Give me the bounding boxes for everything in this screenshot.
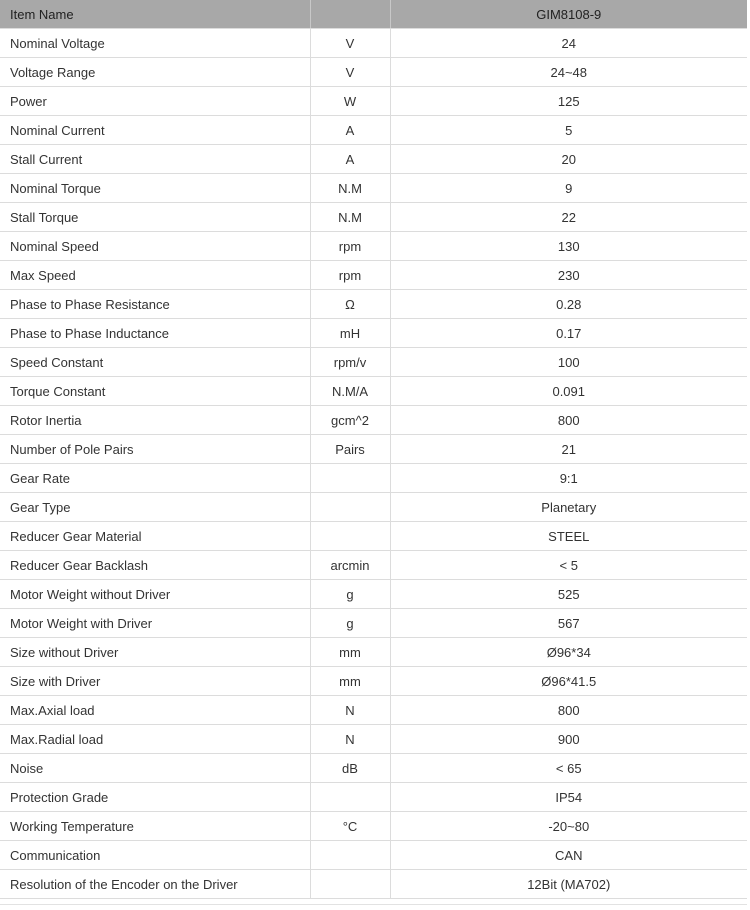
table-row: [0, 638, 747, 667]
row-item-name: Speed Constant: [0, 348, 310, 377]
row-value: < 65: [390, 754, 747, 783]
table-row: [0, 377, 747, 406]
table-row: [0, 261, 747, 290]
table-row: [0, 667, 747, 696]
row-unit: N.M: [310, 174, 390, 203]
header-item-name: Item Name: [0, 0, 310, 29]
table-row: [0, 435, 747, 464]
row-item-name: Voltage Range: [0, 58, 310, 87]
row-value: Planetary: [390, 493, 747, 522]
row-item-name: Number of Pole Pairs: [0, 435, 310, 464]
row-item-name: Nominal Torque: [0, 174, 310, 203]
row-item-name: Communication: [0, 841, 310, 870]
table-row: [0, 754, 747, 783]
row-unit: N: [310, 725, 390, 754]
row-unit: N: [310, 696, 390, 725]
row-value: 800: [390, 696, 747, 725]
row-item-name: Nominal Speed: [0, 232, 310, 261]
row-value: 130: [390, 232, 747, 261]
table-row: [0, 522, 747, 551]
row-unit: Ω: [310, 290, 390, 319]
row-unit: [310, 841, 390, 870]
table-row: [0, 870, 747, 899]
row-unit: V: [310, 58, 390, 87]
row-item-name: Reducer Gear Backlash: [0, 551, 310, 580]
table-row: [0, 812, 747, 841]
row-value: 567: [390, 609, 747, 638]
row-unit: A: [310, 116, 390, 145]
row-unit: [310, 870, 390, 899]
row-unit: [310, 464, 390, 493]
row-item-name: Phase to Phase Resistance: [0, 290, 310, 319]
row-value: Ø96*34: [390, 638, 747, 667]
row-unit: rpm/v: [310, 348, 390, 377]
table-row: [0, 609, 747, 638]
table-row: [0, 783, 747, 812]
row-value: STEEL: [390, 522, 747, 551]
table-row: [0, 290, 747, 319]
row-value: 0.091: [390, 377, 747, 406]
row-item-name: Nominal Current: [0, 116, 310, 145]
row-unit: mH: [310, 319, 390, 348]
table-row: [0, 841, 747, 870]
row-unit: W: [310, 87, 390, 116]
row-item-name: Noise: [0, 754, 310, 783]
row-unit: mm: [310, 638, 390, 667]
row-value: 9:1: [390, 464, 747, 493]
row-value: 230: [390, 261, 747, 290]
row-unit: dB: [310, 754, 390, 783]
row-value: 125: [390, 87, 747, 116]
row-value: IP54: [390, 783, 747, 812]
row-unit: V: [310, 29, 390, 58]
table-row: [0, 232, 747, 261]
spec-table-body: [0, 29, 747, 899]
table-row: [0, 319, 747, 348]
row-unit: mm: [310, 667, 390, 696]
row-unit: g: [310, 580, 390, 609]
row-value: < 5: [390, 551, 747, 580]
row-item-name: Max.Radial load: [0, 725, 310, 754]
row-item-name: Resolution of the Encoder on the Driver: [0, 870, 310, 899]
row-value: 525: [390, 580, 747, 609]
table-row: [0, 725, 747, 754]
table-header-row: [0, 0, 747, 29]
row-item-name: Gear Type: [0, 493, 310, 522]
row-value: 5: [390, 116, 747, 145]
table-row: [0, 87, 747, 116]
row-value: Ø96*41.5: [390, 667, 747, 696]
row-item-name: Protection Grade: [0, 783, 310, 812]
row-value: 24~48: [390, 58, 747, 87]
row-value: 0.17: [390, 319, 747, 348]
table-row: [0, 406, 747, 435]
header-model: GIM8108-9: [390, 0, 747, 29]
row-item-name: Gear Rate: [0, 464, 310, 493]
table-row: [0, 58, 747, 87]
row-item-name: Phase to Phase Inductance: [0, 319, 310, 348]
row-value: 22: [390, 203, 747, 232]
row-value: 21: [390, 435, 747, 464]
table-row: [0, 116, 747, 145]
row-value: 800: [390, 406, 747, 435]
row-value: 12Bit (MA702): [390, 870, 747, 899]
row-unit: Pairs: [310, 435, 390, 464]
row-value: 9: [390, 174, 747, 203]
table-row: [0, 551, 747, 580]
row-unit: [310, 522, 390, 551]
header-unit: [310, 0, 390, 29]
row-unit: g: [310, 609, 390, 638]
table-row: [0, 348, 747, 377]
row-item-name: Working Temperature: [0, 812, 310, 841]
row-value: 900: [390, 725, 747, 754]
row-unit: °C: [310, 812, 390, 841]
row-unit: N.M: [310, 203, 390, 232]
row-item-name: Size with Driver: [0, 667, 310, 696]
row-value: 24: [390, 29, 747, 58]
row-item-name: Stall Torque: [0, 203, 310, 232]
table-row: [0, 696, 747, 725]
row-item-name: Motor Weight without Driver: [0, 580, 310, 609]
row-value: 0.28: [390, 290, 747, 319]
row-unit: rpm: [310, 232, 390, 261]
row-unit: A: [310, 145, 390, 174]
row-unit: N.M/A: [310, 377, 390, 406]
row-value: 20: [390, 145, 747, 174]
row-unit: [310, 783, 390, 812]
row-item-name: Max.Axial load: [0, 696, 310, 725]
table-row: [0, 174, 747, 203]
row-item-name: Torque Constant: [0, 377, 310, 406]
row-item-name: Power: [0, 87, 310, 116]
row-value: -20~80: [390, 812, 747, 841]
table-row: [0, 493, 747, 522]
row-item-name: Stall Current: [0, 145, 310, 174]
row-unit: rpm: [310, 261, 390, 290]
bottom-divider: [0, 904, 747, 905]
table-row: [0, 145, 747, 174]
row-item-name: Size without Driver: [0, 638, 310, 667]
row-unit: [310, 493, 390, 522]
row-item-name: Rotor Inertia: [0, 406, 310, 435]
row-item-name: Max Speed: [0, 261, 310, 290]
row-value: CAN: [390, 841, 747, 870]
row-item-name: Reducer Gear Material: [0, 522, 310, 551]
row-unit: arcmin: [310, 551, 390, 580]
row-unit: gcm^2: [310, 406, 390, 435]
row-item-name: Motor Weight with Driver: [0, 609, 310, 638]
row-item-name: Nominal Voltage: [0, 29, 310, 58]
table-row: [0, 29, 747, 58]
row-value: 100: [390, 348, 747, 377]
table-row: [0, 203, 747, 232]
table-row: [0, 580, 747, 609]
table-row: [0, 464, 747, 493]
